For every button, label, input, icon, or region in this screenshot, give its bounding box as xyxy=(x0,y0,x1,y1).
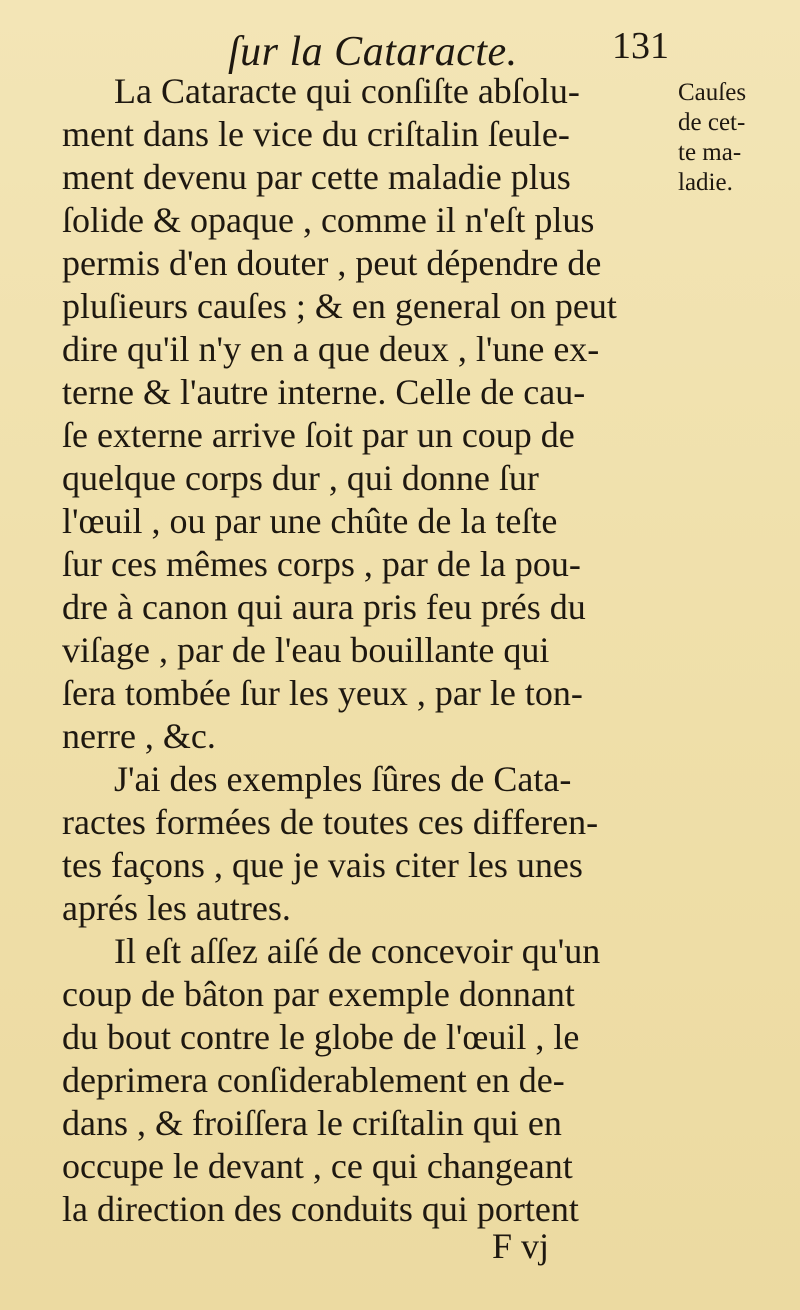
text-line: nerre , &c. xyxy=(62,716,216,756)
running-title: ſur la Cataracte. xyxy=(228,29,518,75)
text-line: aprés les autres. xyxy=(62,888,291,928)
text-line: l'œuil , ou par une chûte de la teſte xyxy=(62,501,558,541)
text-line: dans , & froiſſera le criſtalin qui en xyxy=(62,1103,562,1143)
page-number: 131 xyxy=(612,25,669,67)
text-line: coup de bâton par exemple donnant xyxy=(62,974,575,1014)
text-line: dire qu'il n'y en a que deux , l'une ex- xyxy=(62,329,600,369)
text-line: ſe externe arrive ſoit par un coup de xyxy=(62,415,575,455)
margin-note-line: de cet- xyxy=(678,109,746,136)
text-line: ment devenu par cette maladie plus xyxy=(62,157,571,197)
text-line: Il eſt aſſez aiſé de concevoir qu'un xyxy=(114,931,601,971)
text-line: tes façons , que je vais citer les unes xyxy=(62,845,583,885)
paragraph xyxy=(62,758,672,930)
text-line: ſur ces mêmes corps , par de la pou- xyxy=(62,544,581,584)
text-line: ſolide & opaque , comme il n'eſt plus xyxy=(62,200,595,240)
text-line: la direction des conduits qui portent xyxy=(62,1189,579,1229)
text-line: ſera tombée ſur les yeux , par le ton- xyxy=(62,673,583,713)
text-line: permis d'en douter , peut dépendre de xyxy=(62,243,602,283)
text-line: du bout contre le globe de l'œuil , le xyxy=(62,1017,580,1057)
margin-note-line: Cauſes xyxy=(678,79,747,106)
text-line: ractes formées de toutes ces differen- xyxy=(62,802,599,842)
text-line: terne & l'autre interne. Celle de cau- xyxy=(62,372,586,412)
text-line: deprimera conſiderablement en de- xyxy=(62,1060,565,1100)
text-line: pluſieurs cauſes ; & en general on peut xyxy=(62,286,617,326)
catchword: F vj xyxy=(492,1226,550,1266)
text-line: J'ai des exemples ſûres de Cata- xyxy=(114,759,572,799)
paragraph xyxy=(62,70,672,758)
margin-note-line: te ma- xyxy=(678,139,742,166)
paragraph xyxy=(62,930,672,1231)
margin-note-line: ladie. xyxy=(678,169,733,196)
text-line: dre à canon qui aura pris feu prés du xyxy=(62,587,586,627)
margin-note xyxy=(678,78,796,198)
text-line: La Cataracte qui conſiſte abſolu- xyxy=(114,71,580,111)
text-line: occupe le devant , ce qui changeant xyxy=(62,1146,573,1186)
text-line: quelque corps dur , qui donne ſur xyxy=(62,458,539,498)
text-line: viſage , par de l'eau bouillante qui xyxy=(62,630,550,670)
body-text xyxy=(62,70,672,1231)
text-line: ment dans le vice du criſtalin ſeule- xyxy=(62,114,570,154)
